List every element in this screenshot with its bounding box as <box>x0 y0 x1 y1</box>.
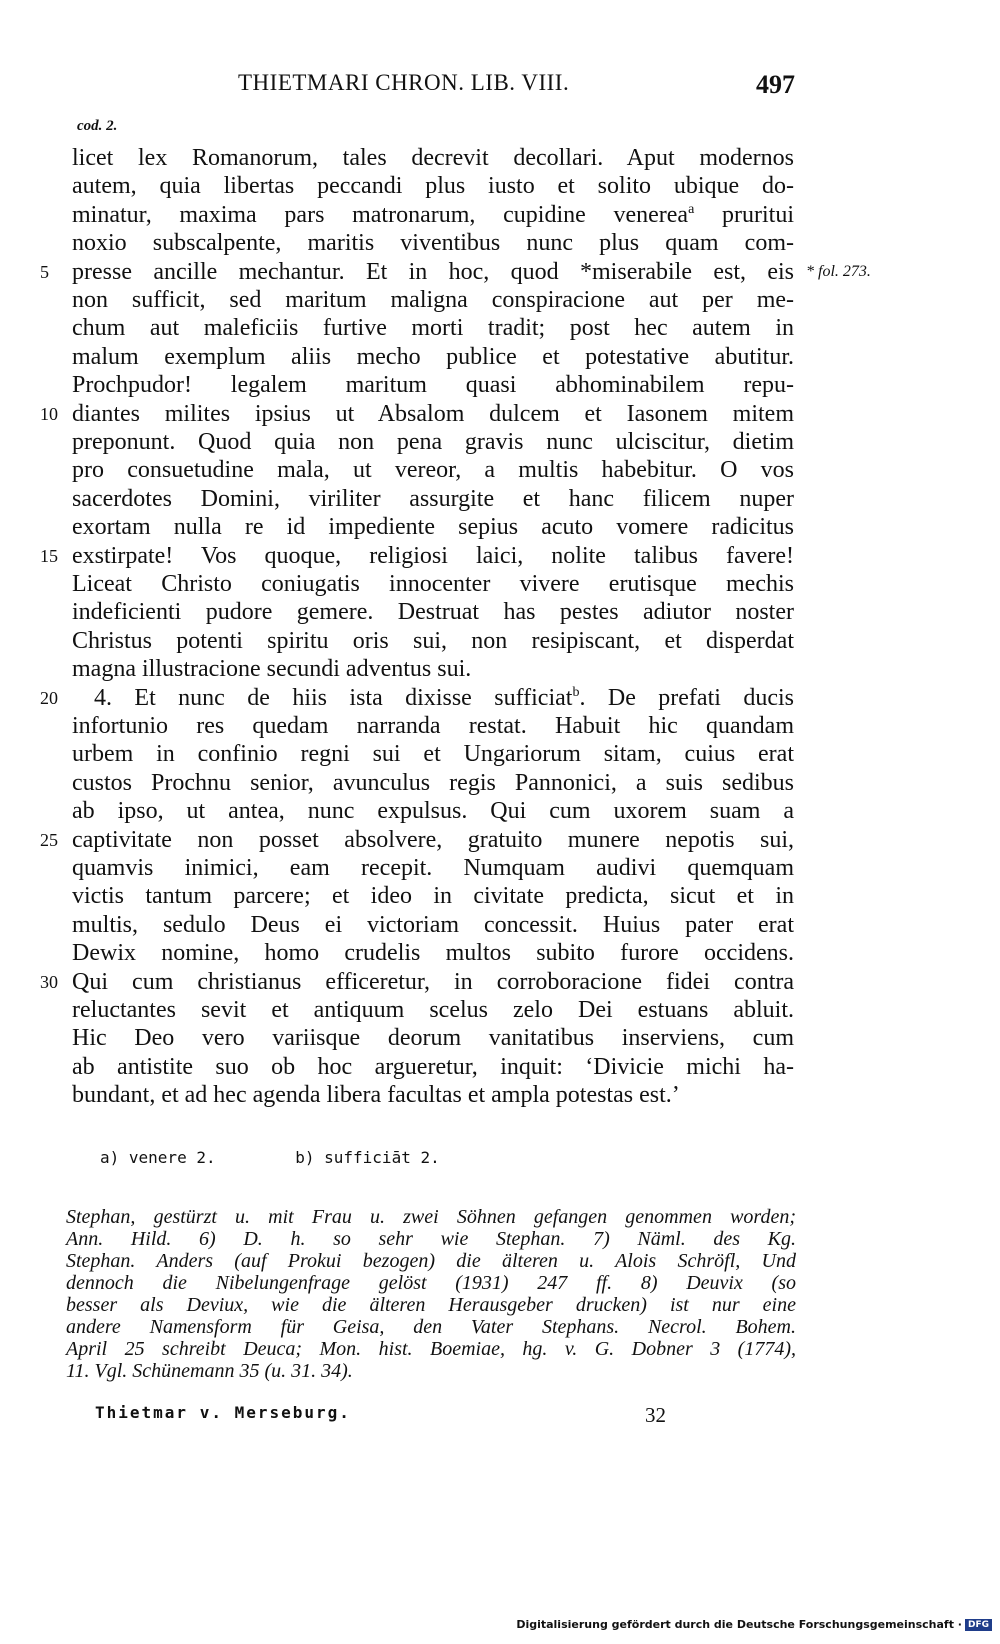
footer-signature: 32 <box>645 1403 666 1427</box>
text-line <box>72 371 794 399</box>
commentary-line: Stephan, gestürzt u. mit Frau u. zwei Söhnen gefangen genommen worden; <box>66 1206 796 1228</box>
page-number: 497 <box>756 70 795 99</box>
text-line <box>72 570 794 598</box>
text-line-content: non sufficit, sed maritum maligna conspiracione aut per me- <box>72 287 794 313</box>
commentary-line: besser als Deviux, wie die älteren Herausgeber drucken) ist nur eine <box>66 1294 796 1316</box>
text-line <box>72 428 794 456</box>
text-line-content: minatur, maxima pars matronarum, cupidine venerea <box>72 201 689 228</box>
commentary-line: Stephan. Anders (auf Prokui bezogen) die älteren u. Alois Schröfl, Und <box>66 1250 796 1272</box>
text-line-continuation: . De prefati ducis <box>579 684 794 711</box>
text-line <box>72 911 794 939</box>
commentary-footnotes <box>66 1206 796 1382</box>
text-line-content: licet lex Romanorum, tales decrevit decollari. Aput modernos <box>72 145 794 171</box>
text-line-content: autem, quia libertas peccandi plus iusto et solito ubique do- <box>72 173 794 200</box>
text-line-content: exortam nulla re id impediente sepius acuto vomere radicitus <box>72 514 794 541</box>
line-number: 20 <box>40 687 58 708</box>
text-line-content: sacerdotes Domini, viriliter assurgite et hanc filicem nuper <box>72 485 794 512</box>
text-line <box>72 627 794 655</box>
dfg-logo: DFG <box>965 1619 992 1631</box>
text-line <box>72 258 794 286</box>
text-line-content: chum aut maleficiis furtive morti tradit; post hec autem in <box>72 315 794 342</box>
text-line-content: ab ipso, ut antea, nunc expulsus. Qui cum uxorem suam a <box>72 798 794 825</box>
text-line-content: victis tantum parcere; et ideo in civitate predicta, sicut et in <box>72 883 794 910</box>
text-line-content: infortunio res quedam narranda restat. Habuit hic quandam <box>72 713 794 739</box>
text-line-content: preponunt. Quod quia non pena gravis nunc ulciscitur, dietim <box>72 429 794 455</box>
apparatus-note-a: a) venere 2. <box>100 1148 216 1167</box>
line-number: 15 <box>40 545 58 566</box>
text-line-content: noxio subscalpente, maritis viventibus nunc plus quam com- <box>72 230 794 257</box>
text-line-content: custos Prochnu senior, avunculus regis Pannonici, a suis sedibus <box>72 769 794 796</box>
line-number: 25 <box>40 829 58 850</box>
text-line <box>72 542 794 570</box>
text-line <box>72 854 794 882</box>
text-line <box>72 712 794 740</box>
text-line <box>72 1024 794 1052</box>
text-line-content: exstirpate! Vos quoque, religiosi laici, nolite talibus favere! <box>72 542 794 569</box>
text-line <box>72 144 794 172</box>
text-line <box>72 1053 794 1081</box>
line-number: 5 <box>40 261 49 282</box>
commentary-line: Ann. Hild. 6) D. h. so sehr wie Stephan. 7) Näml. des Kg. <box>66 1228 796 1250</box>
text-line <box>72 456 794 484</box>
page-header <box>0 70 1000 110</box>
commentary-line: 11. Vgl. Schünemann 35 (u. 31. 34). <box>66 1360 353 1382</box>
text-line-content: pro consuetudine mala, ut vereor, a multis habebitur. O vos <box>72 457 794 484</box>
text-line <box>72 939 794 967</box>
text-line <box>72 968 794 996</box>
folio-margin-note: * fol. 273. <box>806 262 871 280</box>
text-line <box>72 655 794 683</box>
text-line-content: multis, sedulo Deus ei victoriam concessit. Huius pater erat <box>72 911 794 938</box>
text-line-content: indeficienti pudore gemere. Destruat has pestes adiutor noster <box>72 599 794 626</box>
footnote-marker: b <box>572 684 580 700</box>
line-number: 10 <box>40 403 58 424</box>
text-line-content: malum exemplum aliis mecho publice et potestative abutitur. <box>72 343 794 370</box>
line-number: 30 <box>40 971 58 992</box>
text-line <box>72 740 794 768</box>
text-line <box>72 343 794 371</box>
page-footer <box>0 1403 1000 1429</box>
apparatus-note-b: b) sufficiāt 2. <box>295 1148 440 1167</box>
text-line-content: 4. Et nunc de hiis ista dixisse sufficiat <box>94 684 573 711</box>
text-line-content: captivitate non posset absolvere, gratuito munere nepotis sui, <box>72 826 794 853</box>
text-line <box>72 400 794 428</box>
text-line-content: magna illustracione secundi adventus sui. <box>72 656 472 683</box>
commentary-line: dennoch die Nibelungenfrage gelöst (1931) 247 ff. 8) Deuvix (so <box>66 1272 796 1294</box>
text-line <box>72 485 794 513</box>
text-line <box>72 513 794 541</box>
text-line <box>72 882 794 910</box>
digitization-note: Digitalisierung gefördert durch die Deutsche Forschungsgemeinschaft · <box>516 1618 962 1631</box>
codex-siglum: cod. 2. <box>77 118 118 134</box>
text-line <box>72 229 794 257</box>
text-line <box>72 201 794 229</box>
text-line-content: ab antistite suo ob hoc argueretur, inquit: ‘Divicie michi ha- <box>72 1053 794 1080</box>
text-line-content: Prochpudor! legalem maritum quasi abhominabilem repu- <box>72 372 794 399</box>
text-line-content: reluctantes sevit et antiquum scelus zelo Dei estuans abluit. <box>72 997 794 1023</box>
text-line-content: bundant, et ad hec agenda libera facultas et ampla potestas est.’ <box>72 1082 680 1109</box>
text-line <box>72 996 794 1024</box>
running-title: THIETMARI CHRON. LIB. VIII. <box>238 70 570 95</box>
footer-book-title: Thietmar v. Merseburg. <box>95 1403 351 1422</box>
text-line-continuation: pruritui <box>694 201 794 228</box>
text-line <box>72 1081 794 1109</box>
text-line-content: diantes milites ipsius ut Absalom dulcem et Iasonem mitem <box>72 400 794 427</box>
text-line-content: Hic Deo vero variisque deorum vanitatibus inserviens, cum <box>72 1025 794 1052</box>
text-line <box>72 684 794 712</box>
text-line-content: urbem in confinio regni sui et Ungariorum sitam, cuius erat <box>72 741 794 768</box>
critical-apparatus <box>100 1148 510 1167</box>
text-line <box>72 172 794 200</box>
text-line-content: Qui cum christianus efficeretur, in corroboracione fidei contra <box>72 968 794 995</box>
text-line <box>72 769 794 797</box>
text-line-content: Christus potenti spiritu oris sui, non resipiscant, et disperdat <box>72 627 794 654</box>
text-line <box>72 286 794 314</box>
text-line <box>72 826 794 854</box>
text-line <box>72 598 794 626</box>
text-line <box>72 797 794 825</box>
text-line-content: Dewix nomine, homo crudelis multos subito furore occidens. <box>72 940 794 967</box>
text-line-content: presse ancille mechantur. Et in hoc, quod *miserabile est, eis <box>72 258 794 285</box>
text-line <box>72 314 794 342</box>
text-line-content: quamvis inimici, eam recepit. Numquam audivi quemquam <box>72 855 794 881</box>
text-line-content: Liceat Christo coniugatis innocenter vivere erutisque mechis <box>72 571 794 597</box>
footnote-marker: a <box>688 201 695 217</box>
commentary-line: andere Namensform für Geisa, den Vater Stephans. Necrol. Bohem. <box>66 1316 796 1338</box>
digitization-credit <box>516 1618 992 1631</box>
commentary-line: April 25 schreibt Deuca; Mon. hist. Boemiae, hg. v. G. Dobner 3 (1774), <box>66 1338 796 1360</box>
